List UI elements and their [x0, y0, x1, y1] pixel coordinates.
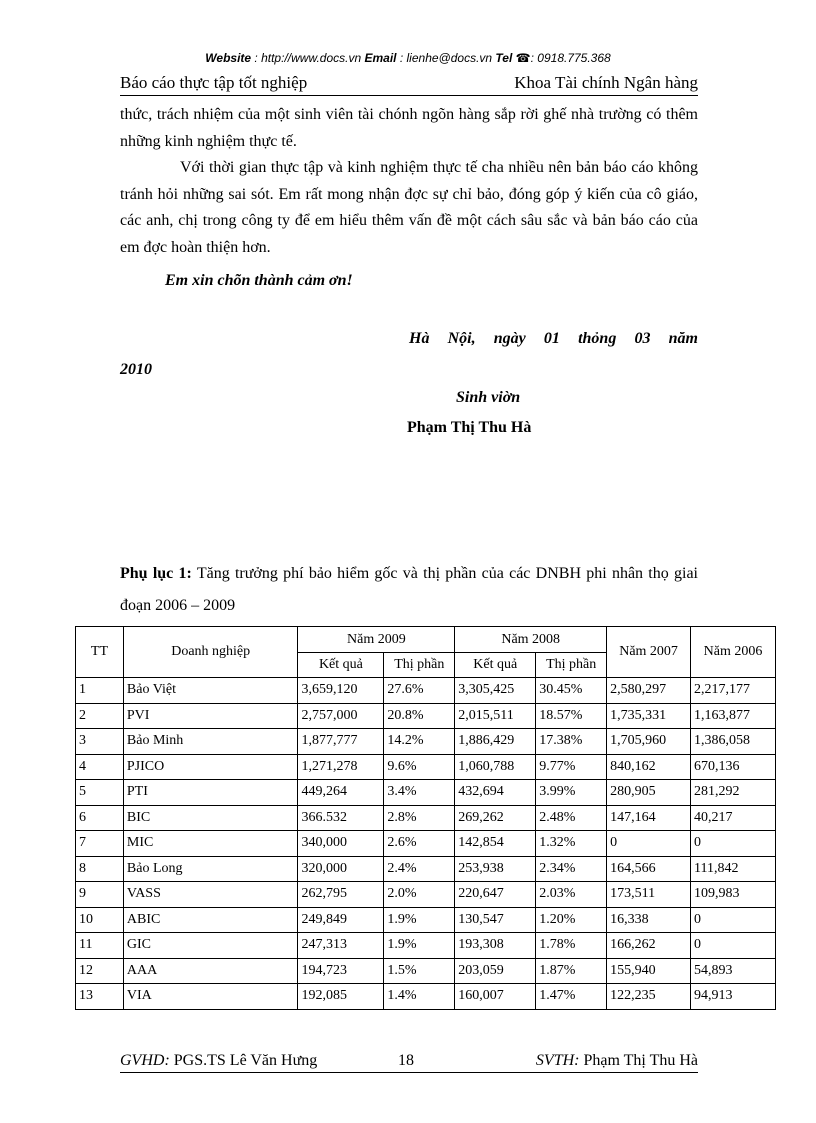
- cell-2007: 16,338: [607, 907, 691, 933]
- cell-2009-share: 14.2%: [384, 729, 455, 755]
- student-label: SVTH:: [535, 1052, 580, 1069]
- report-title: Báo cáo thực tập tốt nghiệp: [120, 73, 308, 92]
- cell-2006: 1,386,058: [691, 729, 776, 755]
- cell-2007: 155,940: [607, 958, 691, 984]
- appendix-label: Phụ lục 1:: [120, 565, 192, 582]
- cell-2009-share: 1.4%: [384, 984, 455, 1010]
- cell-tt: 8: [76, 856, 124, 882]
- col-2006: Năm 2006: [691, 627, 776, 678]
- cell-2009-result: 1,271,278: [298, 754, 384, 780]
- cell-2008-result: 3,305,425: [455, 678, 536, 704]
- cell-2006: 281,292: [691, 780, 776, 806]
- cell-2006: 111,842: [691, 856, 776, 882]
- cell-2008-share: 17.38%: [536, 729, 607, 755]
- cell-company: Bảo Long: [123, 856, 298, 882]
- cell-2007: 0: [607, 831, 691, 857]
- col-2009-share: Thị phần: [384, 653, 455, 678]
- cell-company: PVI: [123, 703, 298, 729]
- col-2008-result: Kết quả: [455, 653, 536, 678]
- signer-name: Phạm Thị Thu Hà: [407, 419, 532, 436]
- cell-2009-result: 340,000: [298, 831, 384, 857]
- insurance-table: [75, 626, 776, 1010]
- col-2008: Năm 2008: [455, 627, 607, 653]
- cell-2006: 109,983: [691, 882, 776, 908]
- cell-2006: 0: [691, 831, 776, 857]
- cell-2009-share: 2.8%: [384, 805, 455, 831]
- cell-2008-share: 1.47%: [536, 984, 607, 1010]
- col-2009: Năm 2009: [298, 627, 455, 653]
- table-row: [76, 984, 776, 1010]
- appendix-caption: [120, 558, 698, 622]
- table-row: [76, 678, 776, 704]
- page-number: 18: [398, 1052, 414, 1069]
- cell-2009-result: 194,723: [298, 958, 384, 984]
- col-2007: Năm 2007: [607, 627, 691, 678]
- table-row: [76, 882, 776, 908]
- table-row: [76, 907, 776, 933]
- table-row: [76, 958, 776, 984]
- paragraph-2: [120, 155, 698, 261]
- cell-2009-result: 1,877,777: [298, 729, 384, 755]
- table-row: [76, 729, 776, 755]
- cell-2009-result: 192,085: [298, 984, 384, 1010]
- cell-2008-result: 2,015,511: [455, 703, 536, 729]
- cell-2007: 166,262: [607, 933, 691, 959]
- cell-2007: 2,580,297: [607, 678, 691, 704]
- table-row: [76, 933, 776, 959]
- cell-2008-result: 220,647: [455, 882, 536, 908]
- cell-2009-share: 27.6%: [384, 678, 455, 704]
- phone-icon: ☎: [515, 51, 531, 65]
- cell-company: AAA: [123, 958, 298, 984]
- cell-2008-share: 18.57%: [536, 703, 607, 729]
- cell-2009-share: 9.6%: [384, 754, 455, 780]
- cell-2008-share: 1.20%: [536, 907, 607, 933]
- cell-tt: 12: [76, 958, 124, 984]
- cell-2009-share: 1.9%: [384, 933, 455, 959]
- cell-company: PTI: [123, 780, 298, 806]
- cell-tt: 7: [76, 831, 124, 857]
- cell-2007: 280,905: [607, 780, 691, 806]
- cell-2009-result: 262,795: [298, 882, 384, 908]
- cell-2008-share: 1.32%: [536, 831, 607, 857]
- cell-2009-share: 2.6%: [384, 831, 455, 857]
- cell-2006: 2,217,177: [691, 678, 776, 704]
- cell-2008-share: 2.34%: [536, 856, 607, 882]
- cell-2009-share: 3.4%: [384, 780, 455, 806]
- cell-2008-result: 193,308: [455, 933, 536, 959]
- cell-2008-share: 3.99%: [536, 780, 607, 806]
- signer-role: Sinh viờn: [456, 389, 521, 406]
- col-tt: TT: [76, 627, 124, 678]
- cell-2008-result: 203,059: [455, 958, 536, 984]
- cell-tt: 11: [76, 933, 124, 959]
- table-row: [76, 780, 776, 806]
- cell-company: Bảo Việt: [123, 678, 298, 704]
- cell-2006: 54,893: [691, 958, 776, 984]
- year: 2010: [120, 361, 152, 378]
- supervisor-label: GVHD:: [120, 1052, 170, 1069]
- cell-2006: 670,136: [691, 754, 776, 780]
- site-header: [0, 51, 816, 65]
- cell-2007: 147,164: [607, 805, 691, 831]
- email-label: Email: [364, 51, 397, 65]
- cell-2007: 173,511: [607, 882, 691, 908]
- cell-tt: 6: [76, 805, 124, 831]
- cell-company: Bảo Minh: [123, 729, 298, 755]
- cell-2008-result: 130,547: [455, 907, 536, 933]
- page-footer: [120, 1050, 698, 1073]
- cell-tt: 9: [76, 882, 124, 908]
- cell-2009-result: 249,849: [298, 907, 384, 933]
- cell-tt: 13: [76, 984, 124, 1010]
- cell-2009-share: 1.9%: [384, 907, 455, 933]
- cell-2009-result: 3,659,120: [298, 678, 384, 704]
- col-2008-share: Thị phần: [536, 653, 607, 678]
- supervisor-name: PGS.TS Lê Văn Hưng: [173, 1052, 318, 1069]
- table-body: [76, 678, 776, 1010]
- table-row: [76, 805, 776, 831]
- cell-2007: 1,735,331: [607, 703, 691, 729]
- cell-2008-share: 2.03%: [536, 882, 607, 908]
- cell-tt: 2: [76, 703, 124, 729]
- place-date: Hà Nội, ngày 01 thỏng 03 năm: [409, 330, 698, 347]
- cell-tt: 5: [76, 780, 124, 806]
- table-row: [76, 831, 776, 857]
- table-row: [76, 856, 776, 882]
- supervisor: [120, 1050, 317, 1072]
- appendix-text: Tăng trưởng phí bảo hiểm gốc và thị phần của các DNBH phi nhân thọ giai đoạn 2006 – 2009: [120, 565, 698, 614]
- cell-2006: 40,217: [691, 805, 776, 831]
- col-2009-result: Kết quả: [298, 653, 384, 678]
- thanks-line: Em xin chõn thành cảm ơn!: [165, 272, 353, 289]
- header-row: [76, 627, 776, 653]
- cell-2009-result: 2,757,000: [298, 703, 384, 729]
- cell-2008-result: 142,854: [455, 831, 536, 857]
- cell-company: VIA: [123, 984, 298, 1010]
- cell-2007: 1,705,960: [607, 729, 691, 755]
- cell-tt: 1: [76, 678, 124, 704]
- cell-2009-share: 2.0%: [384, 882, 455, 908]
- cell-2006: 0: [691, 907, 776, 933]
- table-row: [76, 754, 776, 780]
- cell-2007: 840,162: [607, 754, 691, 780]
- cell-2008-share: 1.78%: [536, 933, 607, 959]
- cell-2008-share: 1.87%: [536, 958, 607, 984]
- cell-2008-result: 1,060,788: [455, 754, 536, 780]
- tel-label: Tel: [495, 51, 513, 65]
- cell-2008-share: 9.77%: [536, 754, 607, 780]
- cell-2009-share: 20.8%: [384, 703, 455, 729]
- cell-company: MIC: [123, 831, 298, 857]
- cell-2009-result: 449,264: [298, 780, 384, 806]
- cell-company: PJICO: [123, 754, 298, 780]
- cell-company: GIC: [123, 933, 298, 959]
- cell-2009-share: 1.5%: [384, 958, 455, 984]
- cell-2008-result: 1,886,429: [455, 729, 536, 755]
- cell-2006: 1,163,877: [691, 703, 776, 729]
- website-label: Website: [205, 51, 252, 65]
- cell-2007: 122,235: [607, 984, 691, 1010]
- table-row: [76, 703, 776, 729]
- cell-2008-result: 432,694: [455, 780, 536, 806]
- cell-2007: 164,566: [607, 856, 691, 882]
- tel-value: : 0918.775.368: [530, 51, 611, 65]
- cell-2009-result: 366.532: [298, 805, 384, 831]
- cell-company: BIC: [123, 805, 298, 831]
- paragraph-2-text: Với thời gian thực tập và kinh nghiệm thực tế cha nhiều nên bản báo cáo không tránh hỏi những sai sót. Em rất mong nhận đợc sự chỉ bảo, đóng góp ý kiến của cô giáo, các anh, chị trong công ty để em hiểu thêm vấn đề một cách sâu sắc và bản báo cáo của em đợc hoàn thiện hơn.: [120, 159, 698, 256]
- cell-2006: 0: [691, 933, 776, 959]
- student-name: Phạm Thị Thu Hà: [583, 1052, 698, 1069]
- cell-2008-share: 2.48%: [536, 805, 607, 831]
- cell-2009-result: 247,313: [298, 933, 384, 959]
- cell-2008-result: 253,938: [455, 856, 536, 882]
- cell-2009-result: 320,000: [298, 856, 384, 882]
- paragraph-1: thức, trách nhiệm của một sinh viên tài chónh ngõn hàng sắp rời ghế nhà trường có thêm những kinh nghiệm thực tế.: [120, 106, 698, 150]
- cell-2008-result: 160,007: [455, 984, 536, 1010]
- student: [536, 1050, 698, 1072]
- cell-2008-share: 30.45%: [536, 678, 607, 704]
- cell-tt: 4: [76, 754, 124, 780]
- cell-company: ABIC: [123, 907, 298, 933]
- col-company: Doanh nghiệp: [123, 627, 298, 678]
- cell-2008-result: 269,262: [455, 805, 536, 831]
- cell-tt: 3: [76, 729, 124, 755]
- cell-company: VASS: [123, 882, 298, 908]
- document-header: [120, 71, 698, 96]
- cell-2006: 94,913: [691, 984, 776, 1010]
- cell-tt: 10: [76, 907, 124, 933]
- cell-2009-share: 2.4%: [384, 856, 455, 882]
- email-value[interactable]: : lienhe@docs.vn: [399, 51, 493, 65]
- faculty-name: Khoa Tài chính Ngân hàng: [514, 73, 698, 92]
- website-value[interactable]: : http://www.docs.vn: [254, 51, 362, 65]
